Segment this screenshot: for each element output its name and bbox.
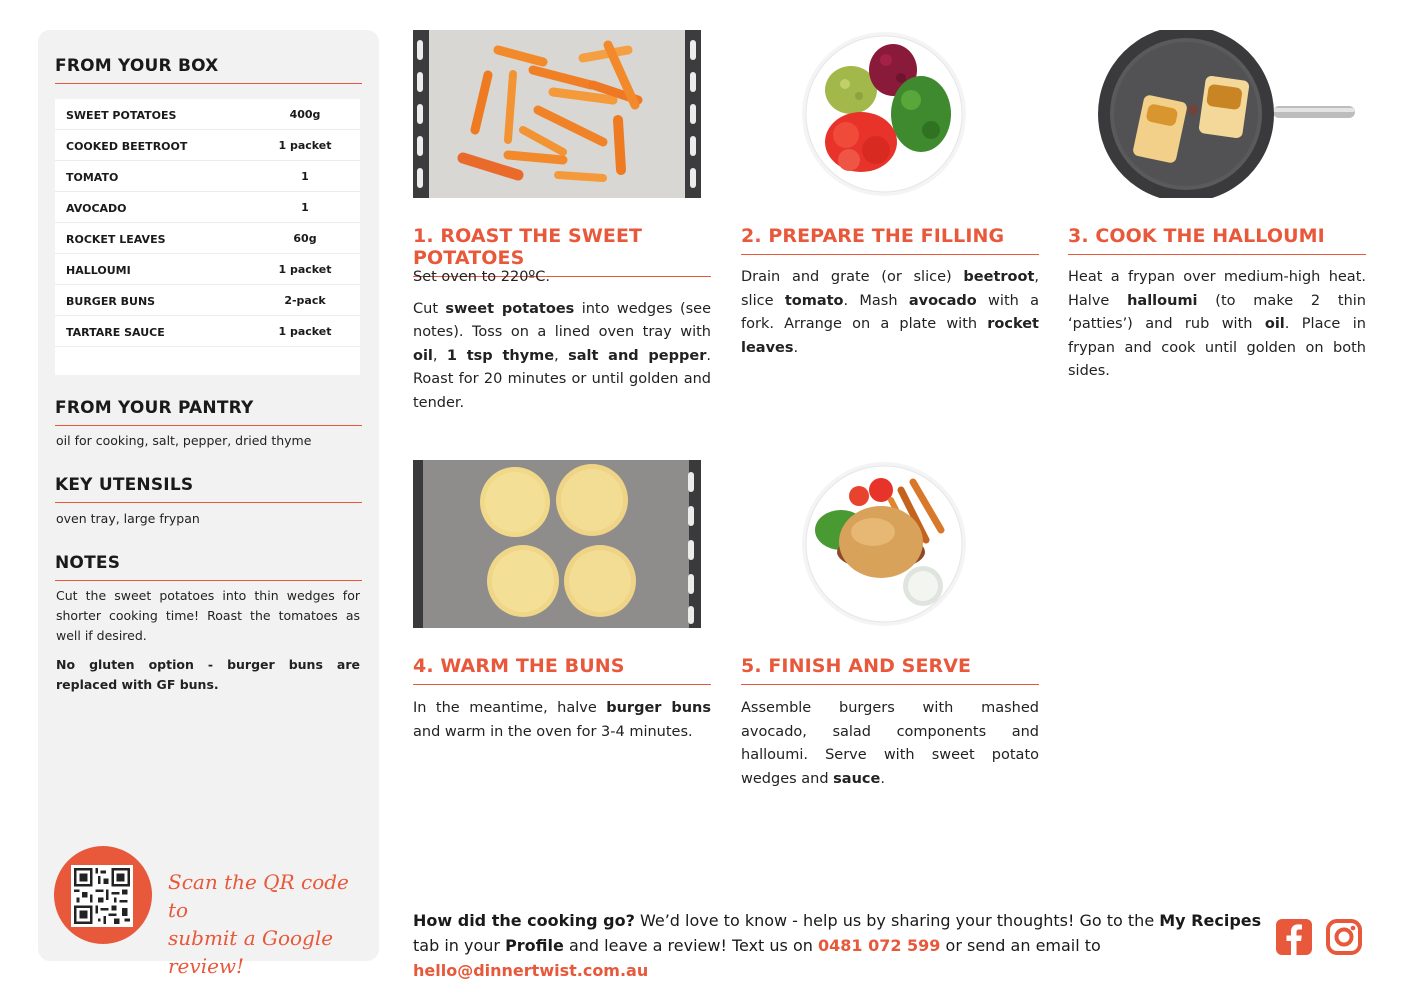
qr-code-icon[interactable] [71,865,133,927]
footer-question: How did the cooking go? [413,911,635,930]
notes-gluten-text: No gluten option - burger buns are replaced with GF buns. [56,657,360,692]
ingredient-name: AVOCADO [66,202,127,215]
ingredient-qty: 1 [301,201,309,214]
step-4-photo [413,460,701,628]
table-row [55,99,360,130]
table-row [55,254,360,285]
ingredient-name: BURGER BUNS [66,295,156,308]
ingredient-qty: 60g [293,232,317,245]
ingredients-sidebar [38,30,379,978]
ingredient-name: ROCKET LEAVES [66,233,166,246]
step-2-paragraph: Drain and grate (or slice) beetroot, slice tomato. Mash avocado with a fork. Arrange on a plate with rocket leaves. [741,269,1040,356]
step-4-paragraph: In the meantime, halve burger buns and warm in the oven for 3-4 minutes. [413,700,712,740]
ingredient-name: COOKED BEETROOT [66,140,188,153]
ingredient-qty: 1 packet [278,325,332,338]
instagram-icon[interactable] [1325,918,1363,956]
footer-text: and leave a review! Text us on [563,936,818,955]
notes-text: Cut the sweet potatoes into thin wedges for shorter cooking time! Roast the tomatoes as well if desired. [56,588,360,643]
ingredient-qty: 2-pack [284,294,326,307]
email-link[interactable]: hello@dinnertwist.com.au [413,961,649,980]
table-row [55,161,360,192]
utensils-text: oven tray, large frypan [56,511,200,526]
feedback-footer [413,908,1263,983]
step-3-title: 3. COOK THE HALLOUMI [1068,225,1366,255]
ingredient-qty: 400g [289,108,321,121]
from-your-pantry-heading: FROM YOUR PANTRY [55,398,362,426]
footer-text: We’d love to know - help us by sharing your thoughts! Go to the [634,911,1160,930]
footer-text: tab in your [413,936,506,955]
step-1-paragraph: Set oven to 220ºC. [413,269,550,285]
notes-heading: NOTES [55,553,362,581]
from-your-box-heading: FROM YOUR BOX [55,56,362,84]
qr-caption-line: Scan the QR code to [168,870,349,922]
step-1-text [413,266,711,423]
footer-text: or send an email to [940,936,1101,955]
ingredient-name: TARTARE SAUCE [66,326,165,339]
ingredient-qty: 1 packet [278,139,332,152]
step-3-paragraph: Heat a frypan over medium-high heat. Halve halloumi (to make 2 thin ‘patties’) and rub with oil. Place in frypan and cook until golden on both sides. [1068,269,1366,379]
ingredient-name: TOMATO [66,171,119,184]
qr-caption [168,868,368,980]
table-row [55,192,360,223]
step-2-text [741,266,1039,368]
step-5-paragraph: Assemble burgers with mashed avocado, salad components and halloumi. Serve with sweet potato wedges and sauce. [741,700,1039,787]
step-2-photo [741,30,1039,198]
facebook-icon[interactable] [1275,918,1313,956]
step-4-title: 4. WARM THE BUNS [413,655,711,685]
step-2-title: 2. PREPARE THE FILLING [741,225,1039,255]
table-row [55,223,360,254]
ingredient-name: SWEET POTATOES [66,109,177,122]
step-5-photo [741,460,1039,628]
footer-my-recipes: My Recipes [1159,911,1262,930]
ingredient-qty: 1 packet [278,263,332,276]
table-row [55,285,360,316]
step-5-text [741,697,1039,799]
step-4-text [413,697,711,752]
step-1-photo [413,30,701,198]
step-5-title: 5. FINISH AND SERVE [741,655,1039,685]
step-1-title: 1. ROAST THE SWEET POTATOES [413,225,711,277]
step-3-photo [1068,30,1366,198]
step-1-paragraph: Cut sweet potatoes into wedges (see notes). Toss on a lined oven tray with oil, 1 tsp thyme, salt and pepper. Roast for 20 minutes or until golden and tender. [413,300,711,411]
step-3-text [1068,266,1366,392]
table-row [55,130,360,161]
table-row [55,316,360,347]
qr-caption-line: submit a Google review! [168,926,334,978]
pantry-text: oil for cooking, salt, pepper, dried thyme [56,433,312,448]
qr-badge[interactable] [54,846,152,944]
ingredients-table [55,99,360,375]
footer-profile: Profile [505,936,564,955]
ingredient-qty: 1 [301,170,309,183]
key-utensils-heading: KEY UTENSILS [55,475,362,503]
phone-link[interactable]: 0481 072 599 [817,936,941,955]
ingredient-name: HALLOUMI [66,264,131,277]
